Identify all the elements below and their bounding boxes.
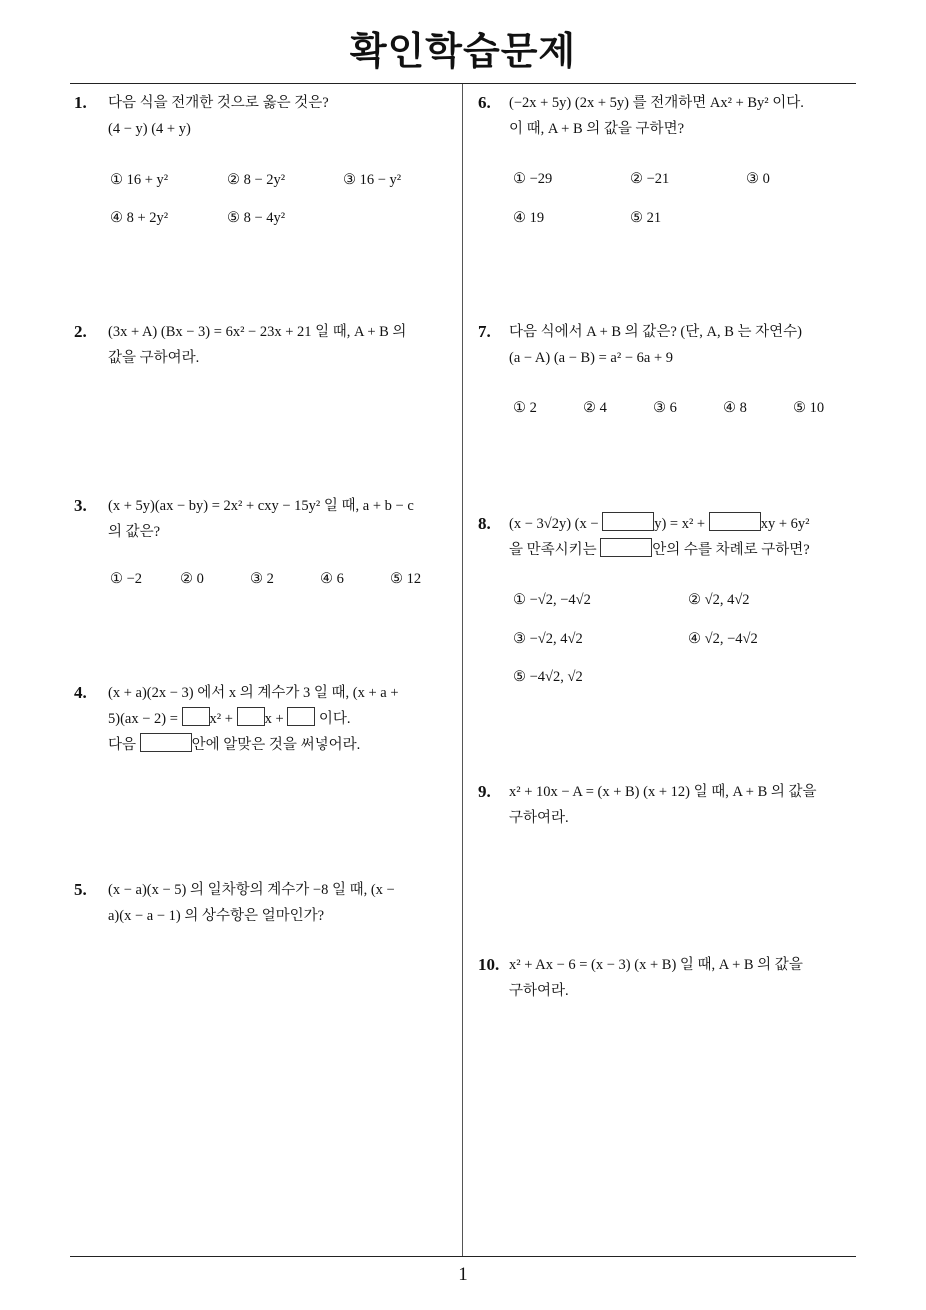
option-4[interactable]: ④ 8 + 2y²: [110, 210, 169, 226]
question-2: [74, 319, 459, 371]
equation-part: 이다.: [315, 711, 351, 727]
blank-box-legend: [140, 733, 192, 752]
question-number: 6.: [478, 93, 491, 112]
question-9: [478, 779, 868, 831]
question-7: [478, 319, 868, 371]
instruction-part: 안의 수를 차례로 구하면?: [652, 542, 810, 558]
option-2[interactable]: ② 0: [180, 571, 204, 587]
question-number: 10.: [478, 955, 500, 974]
option-3[interactable]: ③ 2: [250, 571, 274, 587]
question-8: [478, 511, 868, 563]
option-4[interactable]: ④ √2, −4√2: [688, 631, 758, 647]
equation-part: y) = x² +: [654, 516, 709, 532]
question-equation: [108, 706, 459, 732]
equation-part: xy + 6y²: [760, 516, 810, 532]
question-number: 4.: [74, 683, 87, 702]
question-text: 의 값은?: [108, 524, 161, 540]
answer-blank-1[interactable]: [182, 707, 210, 726]
option-2[interactable]: ② 4: [583, 400, 607, 416]
question-text: 값을 구하여라.: [108, 350, 200, 366]
instruction-part: 안에 알맞은 것을 써넣어라.: [191, 737, 361, 753]
question-number: 2.: [74, 322, 87, 341]
equation-part: x² +: [209, 711, 237, 727]
option-4[interactable]: ④ 19: [513, 210, 545, 226]
question-10: [478, 952, 868, 1004]
option-3[interactable]: ③ 6: [653, 400, 677, 416]
equation-part: x +: [264, 711, 288, 727]
option-5[interactable]: ⑤ 8 − 4y²: [227, 210, 286, 226]
option-3[interactable]: ③ 0: [746, 171, 770, 187]
option-5[interactable]: ⑤ 10: [793, 400, 825, 416]
option-3[interactable]: ③ 16 − y²: [343, 172, 402, 188]
footer-rule: [70, 1256, 856, 1257]
question-number: 3.: [74, 496, 87, 515]
option-2[interactable]: ② −21: [630, 171, 670, 187]
question-expression: (a − A) (a − B) = a² − 6a + 9: [509, 350, 674, 366]
question-instruction: [108, 732, 459, 758]
option-1[interactable]: ① −√2, −4√2: [513, 592, 591, 608]
question-text: x² + 10x − A = (x + B) (x + 12) 일 때, A + B 의 값을: [509, 784, 817, 800]
question-text: 구하여라.: [509, 810, 569, 826]
question-text: (x + a)(2x − 3) 에서 x 의 계수가 3 일 때, (x + a +: [108, 685, 399, 701]
header-rule: [70, 83, 856, 84]
question-text: (3x + A) (Bx − 3) = 6x² − 23x + 21 일 때, A + B 의: [108, 324, 407, 340]
blank-box-legend: [600, 538, 652, 557]
option-1[interactable]: ① 2: [513, 400, 537, 416]
answer-blank-3[interactable]: [287, 707, 315, 726]
question-text: 구하여라.: [509, 983, 569, 999]
question-6: [478, 90, 868, 142]
answer-blank-1[interactable]: [602, 512, 654, 531]
option-4[interactable]: ④ 6: [320, 571, 344, 587]
question-text: x² + Ax − 6 = (x − 3) (x + B) 일 때, A + B 의 값을: [509, 957, 803, 973]
option-2[interactable]: ② 8 − 2y²: [227, 172, 286, 188]
option-5[interactable]: ⑤ 12: [390, 571, 422, 587]
question-number: 1.: [74, 93, 87, 112]
question-text: 다음 식에서 A + B 의 값은? (단, A, B 는 자연수): [509, 324, 802, 340]
question-text: (x − a)(x − 5) 의 일차항의 계수가 −8 일 때, (x −: [108, 882, 395, 898]
question-4: [74, 680, 459, 758]
question-number: 8.: [478, 514, 491, 533]
option-5[interactable]: ⑤ 21: [630, 210, 662, 226]
question-text: 이 때, A + B 의 값을 구하면?: [509, 121, 685, 137]
question-number: 9.: [478, 782, 491, 801]
answer-blank-2[interactable]: [709, 512, 761, 531]
instruction-part: 을 만족시키는: [509, 542, 601, 558]
option-5[interactable]: ⑤ −4√2, √2: [513, 669, 583, 685]
question-1: [74, 90, 459, 142]
option-1[interactable]: ① −2: [110, 571, 143, 587]
answer-blank-2[interactable]: [237, 707, 265, 726]
question-expression: (4 − y) (4 + y): [108, 121, 191, 137]
equation-part: 5)(ax − 2) =: [108, 711, 182, 727]
question-text: 다음 식을 전개한 것으로 옳은 것은?: [108, 95, 329, 111]
question-number: 5.: [74, 880, 87, 899]
question-text: (−2x + 5y) (2x + 5y) 를 전개하면 Ax² + By² 이다.: [509, 95, 804, 111]
question-text: (x + 5y)(ax − by) = 2x² + cxy − 15y² 일 때, a + b − c: [108, 498, 414, 514]
instruction-part: 다음: [108, 737, 140, 753]
question-instruction: [509, 537, 868, 563]
option-1[interactable]: ① 16 + y²: [110, 172, 169, 188]
option-2[interactable]: ② √2, 4√2: [688, 592, 750, 608]
column-divider: [462, 84, 463, 1256]
question-5: [74, 877, 459, 929]
option-3[interactable]: ③ −√2, 4√2: [513, 631, 583, 647]
question-number: 7.: [478, 322, 491, 341]
question-3: [74, 493, 459, 545]
question-text: a)(x − a − 1) 의 상수항은 얼마인가?: [108, 908, 325, 924]
page-title: 확인학습문제: [349, 29, 577, 73]
option-4[interactable]: ④ 8: [723, 400, 747, 416]
page-number: 1: [458, 1264, 468, 1285]
option-1[interactable]: ① −29: [513, 171, 553, 187]
equation-part: (x − 3√2y) (x −: [509, 516, 603, 532]
question-equation: [509, 511, 868, 537]
